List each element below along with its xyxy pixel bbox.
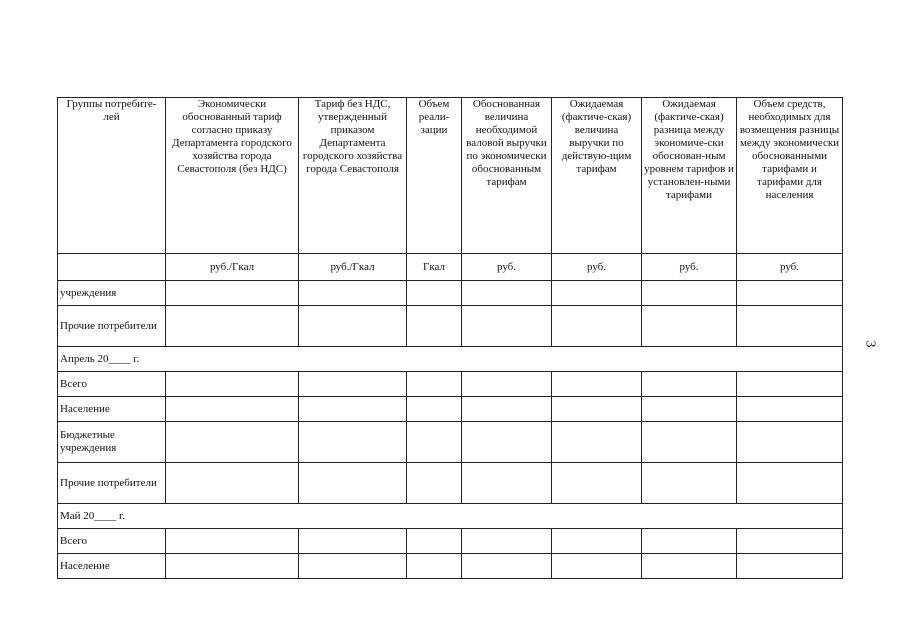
- row-label: Население: [58, 554, 166, 579]
- empty-cell: [299, 554, 407, 579]
- empty-cell: [642, 554, 737, 579]
- header-sales-volume: Объем реали-зации: [407, 98, 462, 254]
- empty-cell: [299, 422, 407, 463]
- empty-cell: [407, 397, 462, 422]
- header-economic-tariff: Экономически обоснованный тариф согласно приказу Департамента городского хозяйства города Севастополя (без НДС): [166, 98, 299, 254]
- month-row: [58, 347, 843, 372]
- row-label: Население: [58, 397, 166, 422]
- header-expected-revenue: Ожидаемая (фактиче-ская) величина выручки по действую-щим тарифам: [552, 98, 642, 254]
- unit-cell: Гкал: [407, 254, 462, 281]
- empty-cell: [299, 306, 407, 347]
- empty-cell: [642, 306, 737, 347]
- empty-cell: [552, 422, 642, 463]
- table-body: [58, 281, 843, 579]
- empty-cell: [552, 372, 642, 397]
- table-row: [58, 422, 843, 463]
- empty-cell: [462, 463, 552, 504]
- empty-cell: [166, 306, 299, 347]
- row-label: Всего: [58, 529, 166, 554]
- empty-cell: [552, 529, 642, 554]
- table-row: [58, 463, 843, 504]
- empty-cell: [462, 281, 552, 306]
- empty-cell: [552, 281, 642, 306]
- empty-cell: [166, 554, 299, 579]
- unit-cell: руб.: [462, 254, 552, 281]
- empty-cell: [642, 281, 737, 306]
- row-label: Всего: [58, 372, 166, 397]
- unit-cell: руб.: [552, 254, 642, 281]
- empty-cell: [552, 463, 642, 504]
- header-row: [58, 98, 843, 254]
- empty-cell: [552, 306, 642, 347]
- page-number: 3: [862, 340, 878, 348]
- empty-cell: [642, 372, 737, 397]
- empty-cell: [462, 554, 552, 579]
- empty-cell: [407, 529, 462, 554]
- unit-cell: [58, 254, 166, 281]
- table-row: [58, 554, 843, 579]
- row-label: Прочие потребители: [58, 306, 166, 347]
- unit-cell: руб./Гкал: [299, 254, 407, 281]
- empty-cell: [737, 422, 843, 463]
- empty-cell: [552, 397, 642, 422]
- empty-cell: [166, 281, 299, 306]
- empty-cell: [166, 422, 299, 463]
- empty-cell: [299, 372, 407, 397]
- empty-cell: [299, 397, 407, 422]
- empty-cell: [407, 372, 462, 397]
- unit-cell: руб.: [642, 254, 737, 281]
- empty-cell: [166, 463, 299, 504]
- empty-cell: [737, 529, 843, 554]
- row-label: Бюджетные учреждения: [58, 422, 166, 463]
- month-row: [58, 504, 843, 529]
- empty-cell: [737, 306, 843, 347]
- empty-cell: [737, 463, 843, 504]
- empty-cell: [299, 463, 407, 504]
- month-label: Апрель 20____ г.: [58, 347, 843, 372]
- empty-cell: [462, 306, 552, 347]
- header-expected-difference: Ожидаемая (фактиче-ская) разница между экономиче-ски обоснован-ным уровнем тарифов и установлен-ными тарифами: [642, 98, 737, 254]
- empty-cell: [166, 397, 299, 422]
- empty-cell: [642, 422, 737, 463]
- empty-cell: [737, 554, 843, 579]
- unit-cell: руб./Гкал: [166, 254, 299, 281]
- empty-cell: [166, 372, 299, 397]
- empty-cell: [737, 397, 843, 422]
- empty-cell: [407, 463, 462, 504]
- month-label: Май 20____ г.: [58, 504, 843, 529]
- table-row: [58, 372, 843, 397]
- empty-cell: [642, 529, 737, 554]
- header-approved-tariff: Тариф без НДС, утвержденный приказом Департамента городского хозяйства города Севастополя: [299, 98, 407, 254]
- empty-cell: [462, 372, 552, 397]
- empty-cell: [642, 397, 737, 422]
- empty-cell: [552, 554, 642, 579]
- units-row: [58, 254, 843, 281]
- table-row: [58, 306, 843, 347]
- empty-cell: [642, 463, 737, 504]
- empty-cell: [407, 306, 462, 347]
- row-label: учреждения: [58, 281, 166, 306]
- empty-cell: [737, 281, 843, 306]
- empty-cell: [462, 422, 552, 463]
- empty-cell: [462, 529, 552, 554]
- header-compensation-volume: Объем средств, необходимых для возмещения разницы между экономически обоснованными тарифами и тарифами для населения: [737, 98, 843, 254]
- empty-cell: [299, 281, 407, 306]
- table-row: [58, 397, 843, 422]
- row-label: Прочие потребители: [58, 463, 166, 504]
- empty-cell: [737, 372, 843, 397]
- header-gross-revenue: Обоснованная величина необходимой валовой выручки по экономически обоснованным тарифам: [462, 98, 552, 254]
- header-consumer-groups: Группы потребите-лей: [58, 98, 166, 254]
- empty-cell: [407, 281, 462, 306]
- tariff-table: [57, 97, 843, 579]
- unit-cell: руб.: [737, 254, 843, 281]
- empty-cell: [407, 554, 462, 579]
- table-row: [58, 529, 843, 554]
- empty-cell: [407, 422, 462, 463]
- empty-cell: [166, 529, 299, 554]
- empty-cell: [299, 529, 407, 554]
- table-row: [58, 281, 843, 306]
- empty-cell: [462, 397, 552, 422]
